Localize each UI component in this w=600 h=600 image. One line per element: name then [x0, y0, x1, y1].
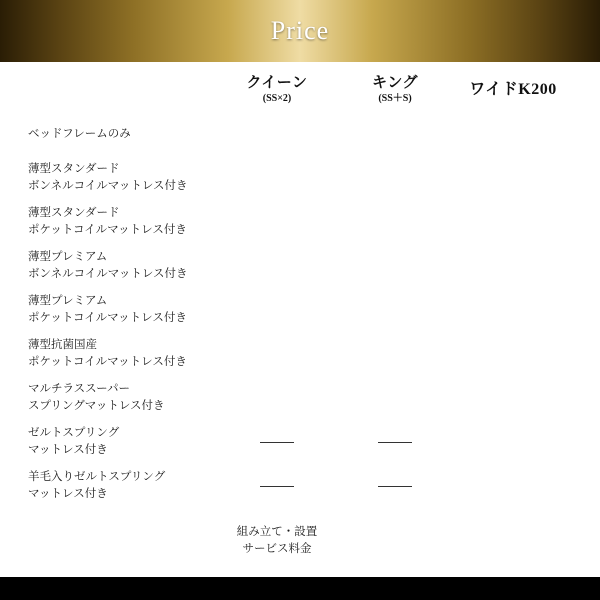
header-cell-king: キング (SS＋S)	[371, 75, 419, 105]
table-row	[28, 332, 572, 376]
row-value-queen	[218, 200, 336, 244]
table-row	[28, 200, 572, 244]
row-value-widek200	[454, 376, 572, 420]
dash-mark	[260, 442, 294, 443]
dash-mark	[378, 442, 412, 443]
service-fee-row	[28, 518, 572, 564]
row-label: 薄型プレミアム ポケットコイルマットレス付き	[28, 295, 187, 324]
service-blank-cell	[28, 518, 218, 564]
price-table	[28, 68, 572, 564]
table-row	[28, 420, 572, 464]
table-row	[28, 244, 572, 288]
row-value-widek200	[454, 244, 572, 288]
row-value-queen	[218, 112, 336, 156]
row-value-king	[336, 200, 454, 244]
row-value-queen	[218, 332, 336, 376]
header-cell-widek200: ワイドK200	[469, 80, 557, 98]
row-label: マルチラススーパー スプリングマットレス付き	[28, 383, 165, 412]
row-value-king	[336, 156, 454, 200]
row-label: 羊毛入りゼルトスプリング マットレス付き	[28, 471, 166, 500]
row-value-queen	[218, 420, 336, 464]
service-fee-label: 組み立て・設置 サービス料金	[236, 526, 318, 555]
table-row	[28, 156, 572, 200]
row-label: 薄型スタンダード ポケットコイルマットレス付き	[28, 207, 187, 236]
row-value-queen	[218, 376, 336, 420]
row-value-king	[336, 420, 454, 464]
row-value-king	[336, 332, 454, 376]
table-row	[28, 376, 572, 420]
row-value-queen	[218, 464, 336, 508]
row-value-widek200	[454, 112, 572, 156]
row-label: 薄型スタンダード ボンネルコイルマットレス付き	[28, 163, 188, 192]
row-value-king	[336, 464, 454, 508]
row-label: ゼルトスプリング マットレス付き	[28, 427, 120, 456]
row-value-king	[336, 112, 454, 156]
row-value-widek200	[454, 420, 572, 464]
row-value-queen	[218, 156, 336, 200]
row-label: 薄型プレミアム ボンネルコイルマットレス付き	[28, 251, 188, 280]
service-trailing-cell	[454, 518, 572, 564]
row-value-king	[336, 288, 454, 332]
table-row	[28, 288, 572, 332]
table-row	[28, 464, 572, 508]
row-value-widek200	[454, 156, 572, 200]
header-cell-blank	[28, 68, 218, 112]
row-value-king	[336, 244, 454, 288]
table-row	[28, 112, 572, 156]
dash-mark	[378, 486, 412, 487]
row-value-king	[336, 376, 454, 420]
table-spacer-row	[28, 508, 572, 518]
row-value-widek200	[454, 332, 572, 376]
table-header-row	[28, 68, 572, 112]
row-value-widek200	[454, 288, 572, 332]
row-label: 薄型抗菌国産 ポケットコイルマットレス付き	[28, 339, 187, 368]
bottom-black-bar	[0, 577, 600, 600]
dash-mark	[260, 486, 294, 487]
page-title: Price	[270, 16, 330, 45]
header-cell-queen: クイーン (SS×2)	[246, 75, 308, 105]
price-sheet	[0, 62, 600, 577]
row-value-queen	[218, 244, 336, 288]
row-value-widek200	[454, 464, 572, 508]
row-value-queen	[218, 288, 336, 332]
row-value-widek200	[454, 200, 572, 244]
row-label: ベッドフレームのみ	[28, 127, 131, 140]
service-fee-value	[336, 518, 454, 564]
